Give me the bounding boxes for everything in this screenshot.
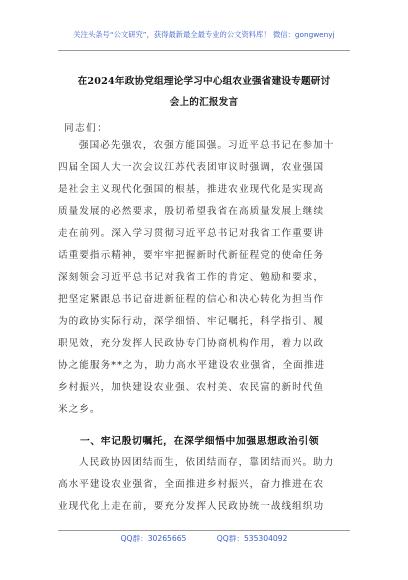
paragraph-1-line: 乡村振兴，加快建设农业强、农村美、农民富的新时代鱼 [58, 382, 325, 393]
paragraph-2-line: 业现代化上走在前，要充分发挥人民政协统一战线组织功 [58, 501, 325, 512]
paragraph-2-line: 高水平建设农业强省，全面推进乡村振兴，奋力推进在农 [58, 479, 325, 490]
paragraph-1-line: 是社会主义现代化强国的根基，推进农业现代化是实现高 [58, 184, 325, 195]
paragraph-1-line: 质量发展的必然要求，殷切希望我省在高质量发展上继续 [58, 206, 325, 217]
document-title-line-1: 在2024年政协党组理论学习中心组农业强省建设专题研讨 [77, 76, 331, 87]
document-title-line-2: 会上的汇报发言 [169, 97, 239, 108]
footer-qq-group-1[interactable]: QQ群：30265665 [120, 534, 187, 543]
paragraph-1-line: 四届全国人大一次会议江苏代表团审议时强调，农业强国 [58, 162, 325, 173]
paragraph-2-line: 人民政协因团结而生，依团结而存，靠团结而兴。助力 [79, 457, 335, 468]
header-banner[interactable]: 关注头条号“公文研究”，获得最新最全最专业的公文资料库！ 微信：gongwenyj [73, 30, 335, 39]
paragraph-1-line: 职见效，充分发挥人民政协专门协商机构作用，着力以政 [58, 338, 325, 349]
paragraph-1-line: 话重要指示精神，要牢牢把握新时代新征程党的使命任务 [58, 250, 325, 261]
paragraph-1-line: 为的政协实际行动，深学细悟、牢记嘱托，科学指引、履 [58, 316, 325, 327]
paragraph-1-line: 强国必先强农，农强方能国强。习近平总书记在参加十 [79, 140, 335, 151]
footer-divider [58, 530, 350, 531]
header-divider [58, 50, 350, 51]
paragraph-1-line: 把坚定紧跟总书记奋进新征程的信心和决心转化为担当作 [58, 294, 325, 305]
footer-contacts [0, 533, 408, 544]
paragraph-1-line: 米之乡。 [58, 404, 101, 415]
paragraph-1-line: 协之能服务**之为，助力高水平建设农业强省，全面推进 [58, 360, 326, 371]
paragraph-1-line: 走在前列。深入学习贯彻习近平总书记对我省工作重要讲 [58, 228, 325, 239]
salutation: 同志们： [64, 123, 109, 134]
section-heading: 一、牢记殷切嘱托，在深学细悟中加强思想政治引领 [80, 436, 320, 447]
footer-qq-group-2[interactable]: QQ群：535304092 [216, 534, 288, 543]
paragraph-1-line: 深刻领会习近平总书记对我省工作的肯定、勉励和要求， [58, 272, 325, 283]
